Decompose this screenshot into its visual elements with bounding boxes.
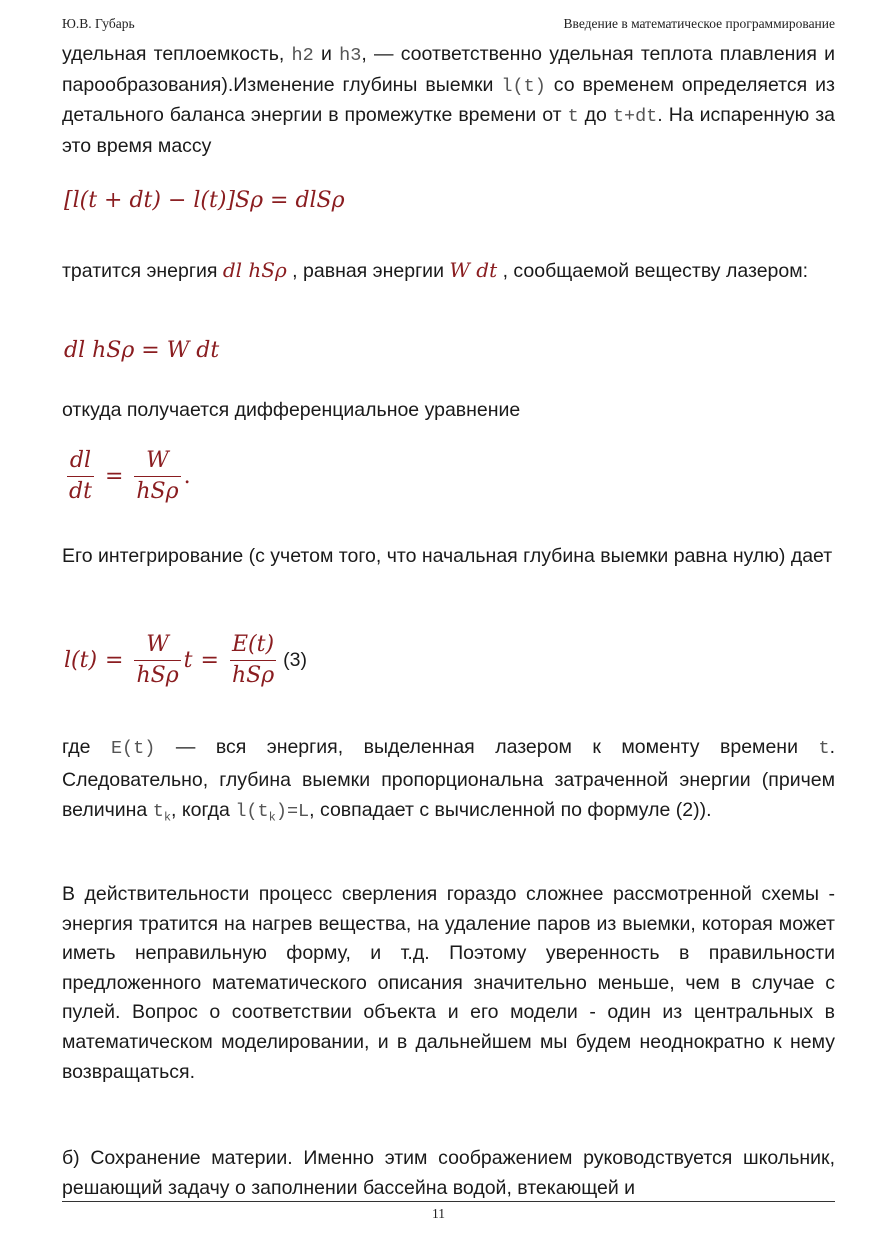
code-text: t (152, 801, 164, 822)
formula-mass: [l(t + dt) − l(t)]Sρ = dlSρ (64, 188, 345, 213)
text-run: — вся энергия, выделенная лазером к моменту времени (155, 736, 819, 758)
fraction-numerator: dl (67, 446, 94, 477)
code-t-k (152, 801, 172, 825)
header-author: Ю.В. Губарь (62, 16, 135, 31)
code-t-dt: t+dt (612, 106, 658, 127)
page-number: 11 (432, 1206, 445, 1221)
code-h3: h3 (339, 45, 362, 66)
code-text: )=L (275, 801, 310, 822)
fraction-denominator: hSρ (231, 663, 275, 688)
inline-formula-energy: dl hSρ (222, 258, 287, 282)
code-t: t (567, 106, 579, 127)
code-subscript: k (268, 810, 276, 825)
text-run: , сообщаемой веществу лазером: (497, 260, 809, 282)
fraction-numerator: W (134, 446, 180, 477)
code-subscript: k (163, 810, 172, 825)
fraction-dl-dt (67, 446, 94, 507)
text-run: со временем определяется из детального баланса энергии в промежутке времени от (62, 73, 835, 126)
fraction-w-hsp (134, 446, 180, 507)
code-l-tk-eq-l (235, 801, 310, 825)
text-run: , совпадает с вычисленной по формуле (2)). (309, 799, 712, 821)
formula-differential-equation (64, 446, 191, 507)
fraction-numerator: E(t) (230, 630, 276, 661)
code-e-t: E(t) (110, 738, 156, 759)
fraction-denominator: dt (69, 479, 92, 504)
fraction-denominator: hSρ (136, 663, 179, 688)
text-run: и (313, 43, 340, 65)
code-h2: h2 (291, 45, 314, 66)
code-l-t: l(t) (501, 75, 546, 97)
paragraph-conservation-of-matter: б) Сохранение материи. Именно этим соображением руководствуется школьник, решающий задачу о заполнении бассейна водой, втекающей и (62, 1147, 835, 1199)
variable-t: t (183, 648, 193, 673)
period: . (183, 464, 191, 489)
text-run: до (578, 104, 613, 126)
paragraph-energy-proportional (62, 732, 835, 833)
text-run: , — соответственно удельная теплота плавления и парообразования).Изменение глубины выемки (62, 43, 836, 96)
equals-sign: = (105, 648, 124, 673)
fraction-e-hsp (230, 630, 276, 691)
equals-sign: = (200, 648, 219, 673)
fraction-w-hsp (134, 630, 180, 691)
text-run: , равная энергии (286, 260, 450, 282)
fraction-numerator: W (134, 630, 180, 661)
paragraph-integration: Его интегрирование (с учетом того, что начальная глубина выемки равна нулю) дает (62, 545, 833, 567)
page-header (62, 16, 835, 36)
equation-number: (3) (283, 649, 307, 671)
inline-formula-laser-energy: W dt (449, 258, 498, 282)
text-run: . На испаренную за это время массу (62, 104, 835, 157)
fraction-denominator: hSρ (136, 479, 179, 504)
code-text: l(t (235, 801, 269, 822)
text-run: где (62, 736, 111, 758)
text-run: тратится энергия (62, 260, 223, 282)
formula-lhs: l(t) (64, 648, 98, 673)
paragraph-energy-spent (62, 256, 835, 286)
text-run: , когда (171, 799, 236, 821)
formula-energy-equation: dl hSρ = W dt (64, 338, 220, 363)
paragraph-energy-balance (62, 40, 835, 160)
equals-sign: = (104, 464, 124, 489)
header-title: Введение в математическое программирование (563, 16, 835, 31)
paragraph-differential: откуда получается дифференциальное уравнение (62, 399, 521, 421)
formula-depth-solution (64, 630, 307, 691)
footer-divider (62, 1201, 835, 1202)
code-t: t (818, 738, 830, 759)
paragraph-drilling-complexity: В действительности процесс сверления гораздо сложнее рассмотренной схемы - энергия тратится на нагрев вещества, на удаление паров из выемки, которая может иметь неправильную форму, и т.д. Поэтому уверенность в правильности предложенного математического описания значительно меньше, чем в случае с пулей. Вопрос о соответствии объекта и его модели - один из центральных в математическом моделировании, и в дальнейшем мы будем неоднократно к нему возвращаться. (62, 883, 835, 1083)
text-run: . Следовательно, глубина выемки пропорциональна затраченной энергии (причем величина (62, 736, 835, 821)
text-run: удельная теплоемкость, (62, 43, 292, 65)
